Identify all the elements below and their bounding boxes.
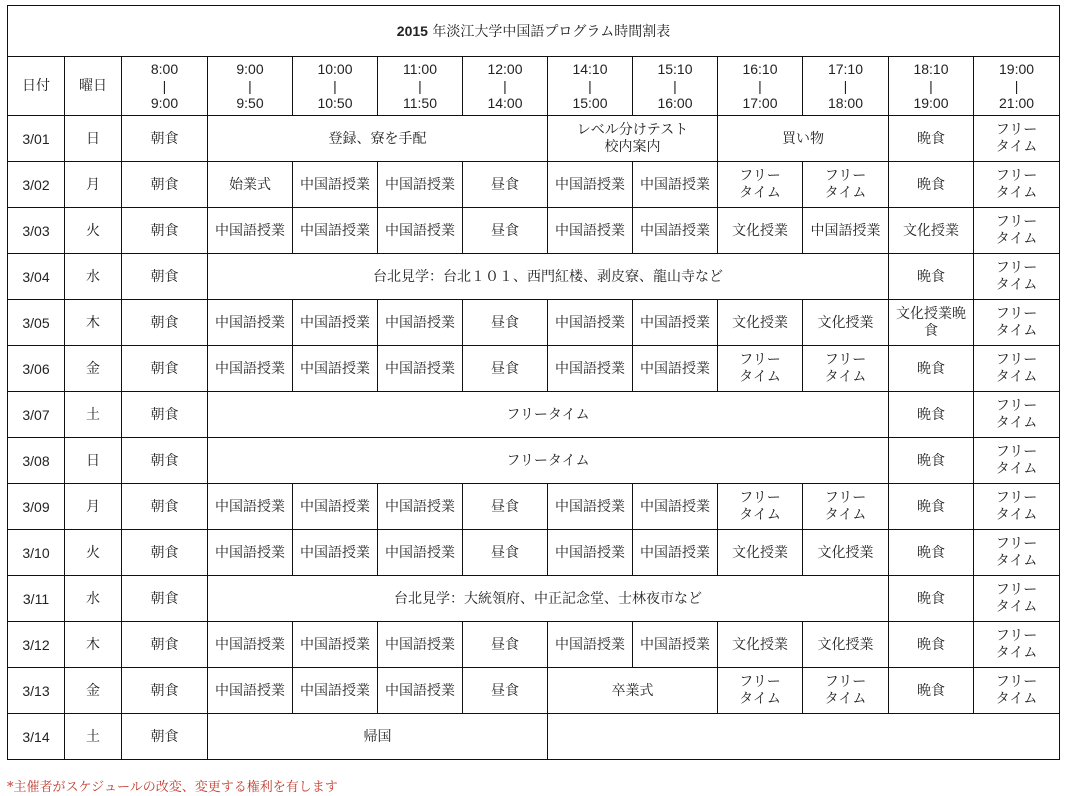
time-start: 8:00 xyxy=(150,60,179,77)
schedule-cell: 台北見学：大統領府、中正記念堂、士林夜市など xyxy=(208,576,889,622)
schedule-cell: 朝食 xyxy=(122,576,208,622)
schedule-cell xyxy=(548,714,1060,760)
cell-line: フリー xyxy=(995,259,1038,276)
schedule-cell: 中国語授業 xyxy=(208,622,293,668)
time-start: 9:00 xyxy=(236,60,264,77)
schedule-cell xyxy=(974,346,1060,392)
header-weekday: 曜日 xyxy=(65,57,122,116)
time-end: 10:50 xyxy=(317,94,353,111)
schedule-cell: 晩食 xyxy=(889,254,974,300)
cell-line: フリー xyxy=(739,351,781,368)
table-row xyxy=(8,576,1060,622)
table-row xyxy=(8,392,1060,438)
schedule-cell: 晩食 xyxy=(889,622,974,668)
date-cell: 3/04 xyxy=(8,254,65,300)
cell-line: タイム xyxy=(995,598,1038,615)
time-end: 19:00 xyxy=(913,94,949,111)
schedule-cell: 中国語授業 xyxy=(378,162,463,208)
cell-line: タイム xyxy=(995,506,1038,523)
cell-line: フリー xyxy=(739,167,781,184)
weekday-cell: 月 xyxy=(65,162,122,208)
cell-line: 文化授業晩 xyxy=(896,305,966,322)
schedule-cell: 晩食 xyxy=(889,116,974,162)
schedule-cell xyxy=(889,300,974,346)
weekday-cell: 水 xyxy=(65,254,122,300)
cell-line: フリー xyxy=(824,351,867,368)
schedule-cell: 中国語授業 xyxy=(548,162,633,208)
time-end: 21:00 xyxy=(999,94,1035,111)
header-time-slot xyxy=(803,57,889,116)
table-row xyxy=(8,116,1060,162)
schedule-cell: 昼食 xyxy=(463,622,548,668)
table-row xyxy=(8,300,1060,346)
cell-line: 校内案内 xyxy=(604,138,661,155)
cell-line: フリー xyxy=(995,489,1038,506)
schedule-cell: 朝食 xyxy=(122,162,208,208)
schedule-cell: 朝食 xyxy=(122,392,208,438)
schedule-cell: 朝食 xyxy=(122,668,208,714)
cell-line: タイム xyxy=(739,690,781,707)
cell-line: タイム xyxy=(995,230,1038,247)
schedule-cell: 中国語授業 xyxy=(208,208,293,254)
date-cell: 3/03 xyxy=(8,208,65,254)
schedule-cell: フリータイム xyxy=(208,392,889,438)
schedule-cell: 中国語授業 xyxy=(633,208,718,254)
schedule-cell: 卒業式 xyxy=(548,668,718,714)
cell-line: タイム xyxy=(995,460,1038,477)
schedule-cell: 朝食 xyxy=(122,254,208,300)
header-time-slot xyxy=(378,57,463,116)
date-cell: 3/12 xyxy=(8,622,65,668)
schedule-cell: 昼食 xyxy=(463,668,548,714)
time-sep: | xyxy=(843,77,848,94)
table-row xyxy=(8,714,1060,760)
table-row xyxy=(8,484,1060,530)
table-row xyxy=(8,208,1060,254)
schedule-cell: 中国語授業 xyxy=(208,484,293,530)
schedule-cell: 晩食 xyxy=(889,162,974,208)
time-sep: | xyxy=(248,77,252,94)
weekday-cell: 日 xyxy=(65,116,122,162)
schedule-cell xyxy=(974,668,1060,714)
schedule-cell: 文化授業 xyxy=(718,208,803,254)
schedule-cell xyxy=(974,208,1060,254)
header-time-slot xyxy=(718,57,803,116)
date-cell: 3/02 xyxy=(8,162,65,208)
cell-line: タイム xyxy=(824,184,867,201)
schedule-cell: 中国語授業 xyxy=(208,346,293,392)
schedule-cell: 中国語授業 xyxy=(378,484,463,530)
cell-line: フリー xyxy=(739,673,781,690)
time-sep: | xyxy=(673,77,677,94)
date-cell: 3/07 xyxy=(8,392,65,438)
schedule-cell: 帰国 xyxy=(208,714,548,760)
schedule-cell: 晩食 xyxy=(889,484,974,530)
cell-line: タイム xyxy=(995,552,1038,569)
schedule-cell: 朝食 xyxy=(122,438,208,484)
schedule-cell xyxy=(974,576,1060,622)
schedule-cell: 文化授業 xyxy=(718,300,803,346)
title-year: 2015 xyxy=(396,22,428,39)
schedule-cell: 中国語授業 xyxy=(548,346,633,392)
schedule-cell xyxy=(718,162,803,208)
schedule-cell: 中国語授業 xyxy=(293,622,378,668)
schedule-cell xyxy=(974,530,1060,576)
time-end: 18:00 xyxy=(827,94,864,111)
date-cell: 3/08 xyxy=(8,438,65,484)
time-start: 18:10 xyxy=(913,60,949,77)
weekday-cell: 火 xyxy=(65,208,122,254)
schedule-cell: 朝食 xyxy=(122,622,208,668)
cell-line: タイム xyxy=(739,506,781,523)
cell-line: タイム xyxy=(995,368,1038,385)
schedule-cell: 登録、寮を手配 xyxy=(208,116,548,162)
time-start: 14:10 xyxy=(572,60,608,77)
time-start: 19:00 xyxy=(999,60,1035,77)
cell-line: フリー xyxy=(824,489,867,506)
header-time-slot xyxy=(463,57,548,116)
schedule-cell: 朝食 xyxy=(122,530,208,576)
weekday-cell: 金 xyxy=(65,668,122,714)
table-row xyxy=(8,668,1060,714)
header-time-slot xyxy=(548,57,633,116)
schedule-cell: 中国語授業 xyxy=(548,300,633,346)
schedule-cell: 中国語授業 xyxy=(633,622,718,668)
time-start: 10:00 xyxy=(317,60,353,77)
date-cell: 3/11 xyxy=(8,576,65,622)
weekday-cell: 土 xyxy=(65,714,122,760)
time-sep: | xyxy=(333,77,337,94)
weekday-cell: 金 xyxy=(65,346,122,392)
schedule-cell: 文化授業 xyxy=(889,208,974,254)
cell-line: 食 xyxy=(924,322,938,339)
weekday-cell: 日 xyxy=(65,438,122,484)
cell-line: タイム xyxy=(824,506,867,523)
schedule-cell: 朝食 xyxy=(122,116,208,162)
schedule-cell: 中国語授業 xyxy=(208,300,293,346)
schedule-cell xyxy=(718,668,803,714)
schedule-table xyxy=(7,5,1060,760)
weekday-cell: 火 xyxy=(65,530,122,576)
schedule-cell: 中国語授業 xyxy=(633,346,718,392)
schedule-cell: 中国語授業 xyxy=(378,530,463,576)
date-cell: 3/14 xyxy=(8,714,65,760)
weekday-cell: 土 xyxy=(65,392,122,438)
schedule-cell: 買い物 xyxy=(718,116,889,162)
schedule-cell: 朝食 xyxy=(122,208,208,254)
cell-line: レベル分けテスト xyxy=(576,121,689,138)
cell-line: フリー xyxy=(995,167,1038,184)
schedule-cell: 文化授業 xyxy=(803,300,889,346)
schedule-cell: フリータイム xyxy=(208,438,889,484)
time-sep: | xyxy=(162,77,167,94)
cell-line: フリー xyxy=(995,351,1038,368)
time-sep: | xyxy=(1014,77,1019,94)
schedule-cell: 昼食 xyxy=(463,162,548,208)
cell-line: タイム xyxy=(995,644,1038,661)
time-start: 12:00 xyxy=(487,60,523,77)
date-cell: 3/05 xyxy=(8,300,65,346)
schedule-cell xyxy=(974,254,1060,300)
cell-line: フリー xyxy=(995,397,1038,414)
schedule-cell: 文化授業 xyxy=(718,530,803,576)
table-row xyxy=(8,438,1060,484)
schedule-cell: 文化授業 xyxy=(718,622,803,668)
schedule-cell xyxy=(974,300,1060,346)
schedule-cell: 中国語授業 xyxy=(548,622,633,668)
schedule-cell: 中国語授業 xyxy=(293,162,378,208)
header-row xyxy=(8,57,1060,116)
schedule-cell: 中国語授業 xyxy=(548,484,633,530)
date-cell: 3/01 xyxy=(8,116,65,162)
footnote: *主催者がスケジュールの改変、変更する権利を有します xyxy=(7,780,338,795)
page-title xyxy=(8,6,1060,57)
date-cell: 3/09 xyxy=(8,484,65,530)
weekday-cell: 木 xyxy=(65,622,122,668)
time-end: 11:50 xyxy=(403,94,437,111)
schedule-cell: 晩食 xyxy=(889,530,974,576)
schedule-cell: 晩食 xyxy=(889,346,974,392)
schedule-cell: 中国語授業 xyxy=(633,162,718,208)
schedule-cell: 中国語授業 xyxy=(293,530,378,576)
table-row xyxy=(8,622,1060,668)
time-end: 9:00 xyxy=(150,94,179,111)
schedule-cell xyxy=(803,484,889,530)
cell-line: タイム xyxy=(995,276,1038,293)
cell-line: フリー xyxy=(824,167,867,184)
schedule-cell xyxy=(974,392,1060,438)
date-cell: 3/06 xyxy=(8,346,65,392)
cell-line: タイム xyxy=(995,690,1038,707)
schedule-cell xyxy=(718,346,803,392)
cell-line: タイム xyxy=(995,184,1038,201)
cell-line: フリー xyxy=(995,627,1038,644)
cell-line: タイム xyxy=(995,138,1038,155)
weekday-cell: 月 xyxy=(65,484,122,530)
schedule-cell: 中国語授業 xyxy=(208,530,293,576)
schedule-cell: 中国語授業 xyxy=(378,300,463,346)
cell-line: フリー xyxy=(995,213,1038,230)
schedule-cell xyxy=(548,116,718,162)
schedule-cell: 晩食 xyxy=(889,438,974,484)
cell-line: タイム xyxy=(995,322,1038,339)
weekday-cell: 水 xyxy=(65,576,122,622)
cell-line: フリー xyxy=(995,121,1038,138)
schedule-cell: 中国語授業 xyxy=(293,668,378,714)
schedule-cell: 中国語授業 xyxy=(293,484,378,530)
schedule-cell: 朝食 xyxy=(122,484,208,530)
schedule-cell: 文化授業 xyxy=(803,530,889,576)
schedule-cell: 晩食 xyxy=(889,668,974,714)
cell-line: フリー xyxy=(824,673,867,690)
schedule-cell xyxy=(974,162,1060,208)
date-cell: 3/10 xyxy=(8,530,65,576)
schedule-cell: 中国語授業 xyxy=(633,530,718,576)
time-sep: | xyxy=(588,77,592,94)
cell-line: フリー xyxy=(995,581,1038,598)
schedule-cell: 中国語授業 xyxy=(548,208,633,254)
schedule-cell: 朝食 xyxy=(122,346,208,392)
schedule-cell: 朝食 xyxy=(122,714,208,760)
cell-line: フリー xyxy=(739,489,781,506)
header-time-slot xyxy=(293,57,378,116)
title-text: 年淡江大学中国語プログラム時間割表 xyxy=(427,23,671,40)
schedule-cell xyxy=(803,162,889,208)
schedule-cell: 晩食 xyxy=(889,576,974,622)
schedule-cell: 中国語授業 xyxy=(208,668,293,714)
time-sep: | xyxy=(418,77,422,94)
weekday-cell: 木 xyxy=(65,300,122,346)
schedule-cell: 中国語授業 xyxy=(378,208,463,254)
cell-line: フリー xyxy=(995,305,1038,322)
time-end: 17:00 xyxy=(742,94,778,111)
schedule-cell: 台北見学：台北１０１、西門紅楼、剥皮寮、龍山寺など xyxy=(208,254,889,300)
header-time-slot xyxy=(974,57,1060,116)
schedule-cell: 昼食 xyxy=(463,530,548,576)
cell-line: タイム xyxy=(824,690,867,707)
cell-line: タイム xyxy=(739,184,781,201)
table-row xyxy=(8,254,1060,300)
cell-line: フリー xyxy=(995,535,1038,552)
time-end: 15:00 xyxy=(572,94,608,111)
schedule-cell: 朝食 xyxy=(122,300,208,346)
schedule-cell: 昼食 xyxy=(463,484,548,530)
cell-line: タイム xyxy=(995,414,1038,431)
schedule-cell: 始業式 xyxy=(208,162,293,208)
schedule-cell xyxy=(974,484,1060,530)
header-time-slot xyxy=(122,57,208,116)
cell-line: フリー xyxy=(995,673,1038,690)
time-sep: | xyxy=(929,77,933,94)
schedule-cell xyxy=(718,484,803,530)
date-cell: 3/13 xyxy=(8,668,65,714)
schedule-cell: 晩食 xyxy=(889,392,974,438)
schedule-cell: 中国語授業 xyxy=(548,530,633,576)
schedule-cell: 中国語授業 xyxy=(633,484,718,530)
table-row xyxy=(8,162,1060,208)
table-row xyxy=(8,530,1060,576)
schedule-cell: 文化授業 xyxy=(803,622,889,668)
time-sep: | xyxy=(503,77,507,94)
time-end: 9:50 xyxy=(236,94,264,111)
time-start: 16:10 xyxy=(742,60,778,77)
schedule-cell: 昼食 xyxy=(463,208,548,254)
schedule-cell xyxy=(803,346,889,392)
schedule-cell: 中国語授業 xyxy=(378,668,463,714)
schedule-cell: 中国語授業 xyxy=(378,346,463,392)
header-time-slot xyxy=(208,57,293,116)
schedule-cell: 中国語授業 xyxy=(803,208,889,254)
schedule-cell: 昼食 xyxy=(463,300,548,346)
schedule-cell: 昼食 xyxy=(463,346,548,392)
cell-line: フリー xyxy=(995,443,1038,460)
header-date: 日付 xyxy=(8,57,65,116)
schedule-cell: 中国語授業 xyxy=(293,346,378,392)
schedule-cell: 中国語授業 xyxy=(293,208,378,254)
time-start: 11:00 xyxy=(403,60,437,77)
time-end: 14:00 xyxy=(487,94,523,111)
time-sep: | xyxy=(758,77,762,94)
header-time-slot xyxy=(889,57,974,116)
schedule-cell xyxy=(974,622,1060,668)
schedule-cell: 中国語授業 xyxy=(633,300,718,346)
cell-line: タイム xyxy=(824,368,867,385)
time-start: 17:10 xyxy=(827,60,864,77)
time-start: 15:10 xyxy=(657,60,693,77)
schedule-cell xyxy=(974,438,1060,484)
cell-line: タイム xyxy=(739,368,781,385)
schedule-cell: 中国語授業 xyxy=(293,300,378,346)
table-row xyxy=(8,346,1060,392)
schedule-cell: 中国語授業 xyxy=(378,622,463,668)
header-time-slot xyxy=(633,57,718,116)
schedule-cell xyxy=(974,116,1060,162)
time-end: 16:00 xyxy=(657,94,693,111)
schedule-cell xyxy=(803,668,889,714)
